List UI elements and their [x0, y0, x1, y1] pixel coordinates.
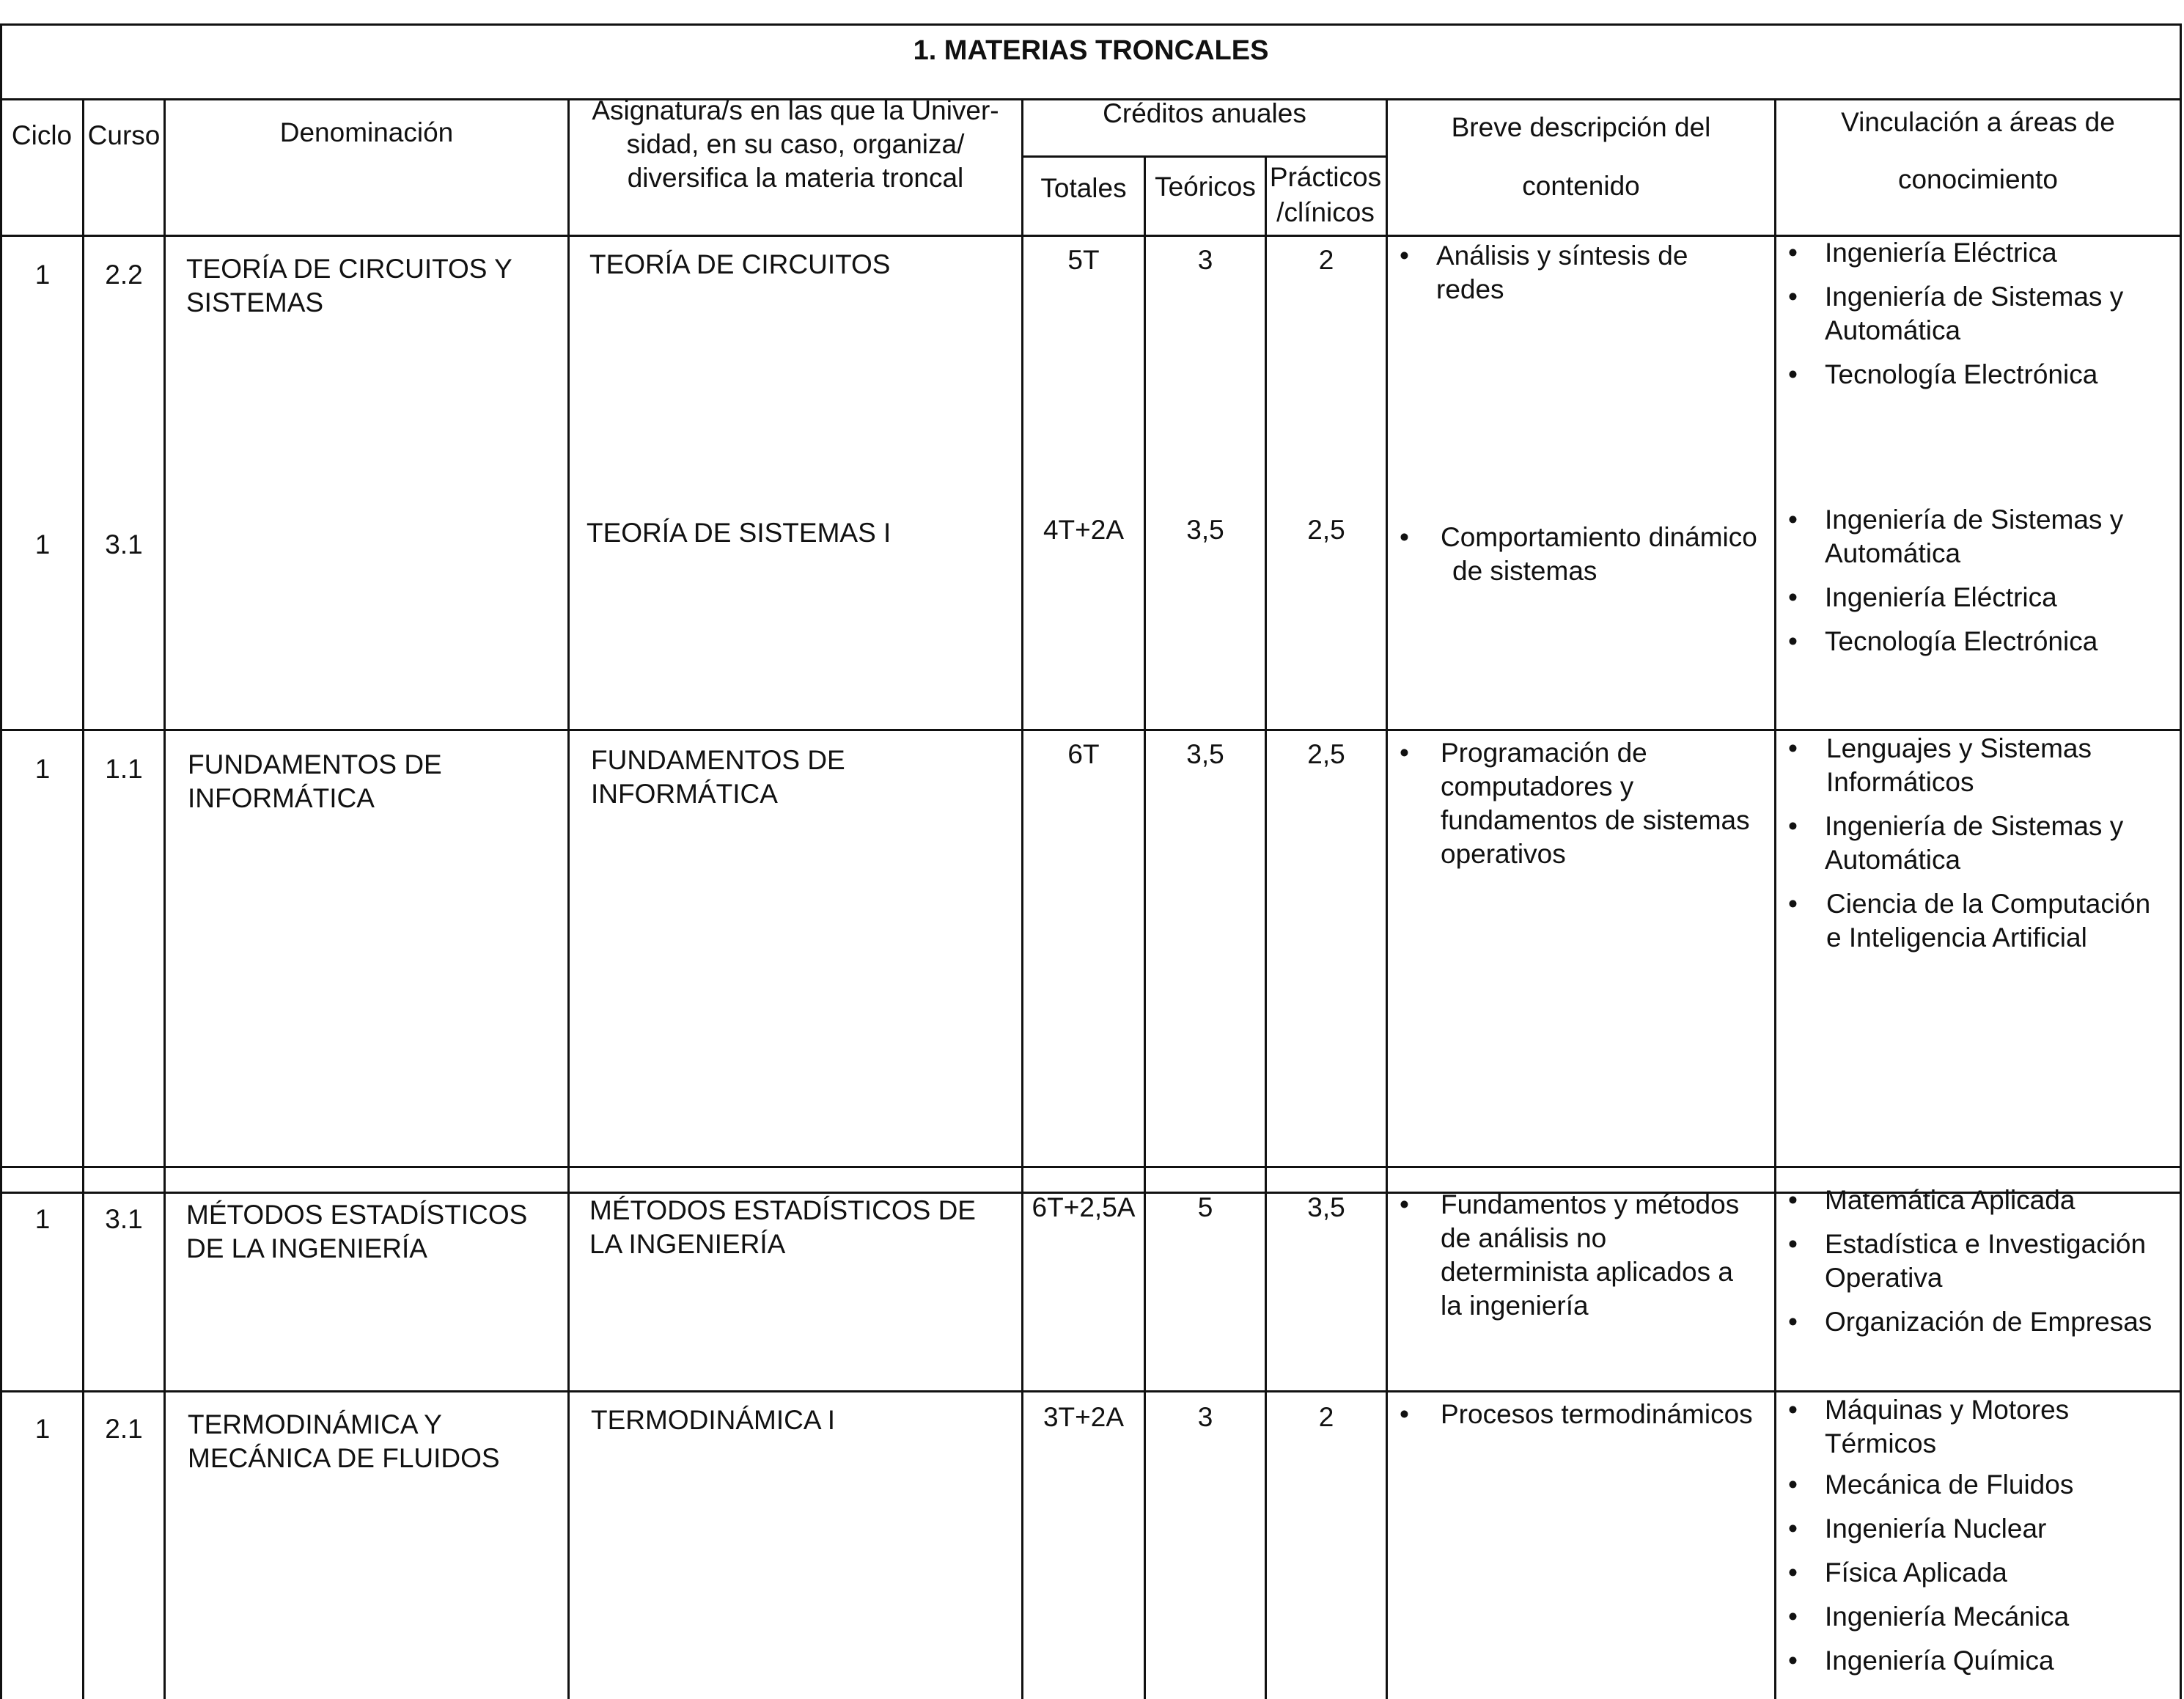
list-item: • Organización de Empresas	[1776, 1305, 2181, 1339]
list-item: • Matemática Aplicada	[1776, 1184, 2181, 1217]
header-ciclo: Ciclo	[11, 120, 73, 150]
cell-denominacion-line: INFORMÁTICA	[188, 783, 375, 813]
list-item: • Tecnología Electrónica	[1776, 625, 2181, 658]
cell-teoricos: 3	[1197, 1402, 1213, 1432]
cell-totales: 5T	[1067, 245, 1100, 275]
header-breve-line: contenido	[1522, 171, 1640, 201]
cell-totales: 6T+2,5A	[1032, 1192, 1136, 1222]
header-asignatura-line: sidad, en su caso, organiza/	[626, 129, 965, 159]
header-breve-line: Breve descripción del	[1451, 112, 1711, 142]
cell-areas	[1776, 236, 2181, 402]
list-item: • Tecnología Electrónica	[1776, 358, 2181, 392]
cell-denominacion	[188, 748, 442, 815]
header-breve	[1388, 98, 1774, 216]
cell-asignatura-line: TEORÍA DE SISTEMAS I	[587, 518, 891, 548]
cell-descripcion	[1388, 736, 1774, 881]
header-denominacion: Denominación	[279, 117, 454, 147]
cell-asignatura	[589, 248, 891, 282]
cell-denominacion-line: SISTEMAS	[186, 287, 324, 318]
header-vinculacion	[1776, 94, 2180, 208]
cell-teoricos: 3	[1197, 245, 1213, 275]
cell-denominacion-line: TERMODINÁMICA Y	[188, 1409, 442, 1439]
table-title: 1. MATERIAS TRONCALES	[913, 35, 1269, 66]
cell-practicos: 2	[1318, 245, 1334, 275]
cell-areas	[1776, 503, 2181, 669]
cell-practicos: 2,5	[1307, 515, 1345, 545]
cell-practicos: 3,5	[1307, 1192, 1345, 1222]
header-practicos-line: Prácticos	[1269, 162, 1382, 192]
cell-teoricos: 5	[1197, 1192, 1213, 1222]
header-vinculacion-line: conocimiento	[1897, 164, 2058, 194]
list-item: • Ingeniería Nuclear	[1776, 1512, 2181, 1546]
cell-curso: 3.1	[105, 529, 143, 559]
cell-curso: 2.1	[105, 1414, 143, 1444]
header-teoricos: Teóricos	[1155, 172, 1256, 202]
cell-denominacion-line: MÉTODOS ESTADÍSTICOS	[186, 1200, 528, 1230]
cell-ciclo: 1	[34, 529, 51, 559]
cell-asignatura	[587, 516, 891, 550]
cell-asignatura-line: LA INGENIERÍA	[589, 1229, 786, 1259]
cell-descripcion	[1388, 521, 1774, 598]
cell-teoricos: 3,5	[1186, 739, 1224, 769]
cell-denominacion	[188, 1408, 500, 1475]
header-asignatura-line: diversifica la materia troncal	[627, 163, 964, 193]
cell-totales: 6T	[1067, 739, 1100, 769]
cell-descripcion	[1388, 239, 1774, 317]
list-item: • Comportamiento dinámico de sistemas	[1388, 521, 1774, 588]
list-item: • Análisis y síntesis de redes	[1388, 239, 1774, 307]
cell-asignatura-line: TERMODINÁMICA I	[591, 1405, 836, 1435]
list-item: • Ingeniería Eléctrica	[1776, 236, 2181, 270]
list-item: • Lenguajes y Sistemas Informáticos	[1776, 732, 2181, 799]
cell-descripcion	[1388, 1188, 1774, 1333]
cell-teoricos: 3,5	[1186, 515, 1224, 545]
cell-areas	[1776, 1184, 2181, 1349]
header-asignatura	[570, 94, 1021, 195]
cell-denominacion	[186, 252, 512, 320]
list-item: • Ingeniería Eléctrica	[1776, 581, 2181, 614]
header-vinculacion-line: Vinculación a áreas de	[1841, 107, 2115, 137]
cell-practicos: 2,5	[1307, 739, 1345, 769]
cell-asignatura	[589, 1194, 976, 1261]
list-item: • Programación de computadores y fundamentos de sistemas operativos	[1388, 736, 1774, 871]
list-item: • Física Aplicada	[1776, 1556, 2181, 1590]
cell-denominacion-line: DE LA INGENIERÍA	[186, 1233, 427, 1263]
header-practicos-line: /clínicos	[1276, 197, 1375, 227]
header-asignatura-line: Asignatura/s en las que la Univer-	[592, 95, 999, 125]
list-item: • Ingeniería Química	[1776, 1644, 2181, 1678]
cell-asignatura-line: FUNDAMENTOS DE	[591, 745, 845, 775]
cell-curso: 1.1	[105, 754, 143, 784]
list-item: • Máquinas y Motores Térmicos	[1776, 1393, 2181, 1461]
cell-totales: 4T+2A	[1043, 515, 1125, 545]
cell-denominacion-line: MECÁNICA DE FLUIDOS	[188, 1443, 500, 1473]
list-item: • Ingeniería Mecánica	[1776, 1600, 2181, 1634]
list-item: • Estadística e Investigación Operativa	[1776, 1228, 2181, 1295]
cell-denominacion-line: FUNDAMENTOS DE	[188, 749, 442, 779]
cell-descripcion	[1388, 1398, 1774, 1442]
cell-asignatura-line: INFORMÁTICA	[591, 779, 778, 809]
cell-areas	[1776, 1393, 2181, 1688]
cell-ciclo: 1	[34, 1204, 51, 1234]
cell-curso: 3.1	[105, 1204, 143, 1234]
list-item: • Ingeniería de Sistemas y Automática	[1776, 280, 2181, 348]
list-item: • Fundamentos y métodos de análisis no determinista aplicados a la ingeniería	[1388, 1188, 1774, 1323]
cell-asignatura-line: TEORÍA DE CIRCUITOS	[589, 249, 891, 279]
cell-curso: 2.2	[105, 260, 143, 290]
list-item: • Ciencia de la Computación e Inteligencia Artificial	[1776, 887, 2181, 955]
header-creditos: Créditos anuales	[1103, 98, 1306, 128]
header-totales: Totales	[1040, 173, 1127, 203]
header-curso: Curso	[87, 120, 161, 150]
cell-asignatura-line: MÉTODOS ESTADÍSTICOS DE	[589, 1195, 976, 1225]
cell-ciclo: 1	[34, 754, 51, 784]
cell-denominacion	[186, 1198, 527, 1266]
list-item: • Ingeniería de Sistemas y Automática	[1776, 503, 2181, 570]
cell-ciclo: 1	[34, 260, 51, 290]
cell-asignatura	[591, 1403, 835, 1437]
cell-totales: 3T+2A	[1043, 1402, 1125, 1432]
cell-areas	[1776, 732, 2181, 965]
header-practicos	[1262, 160, 1389, 230]
cell-practicos: 2	[1318, 1402, 1334, 1432]
list-item: • Ingeniería de Sistemas y Automática	[1776, 810, 2181, 877]
cell-ciclo: 1	[34, 1414, 51, 1444]
list-item: • Mecánica de Fluidos	[1776, 1468, 2181, 1502]
list-item: • Procesos termodinámicos	[1388, 1398, 1774, 1431]
cell-asignatura	[591, 744, 845, 811]
cell-denominacion-line: TEORÍA DE CIRCUITOS Y	[186, 254, 512, 284]
